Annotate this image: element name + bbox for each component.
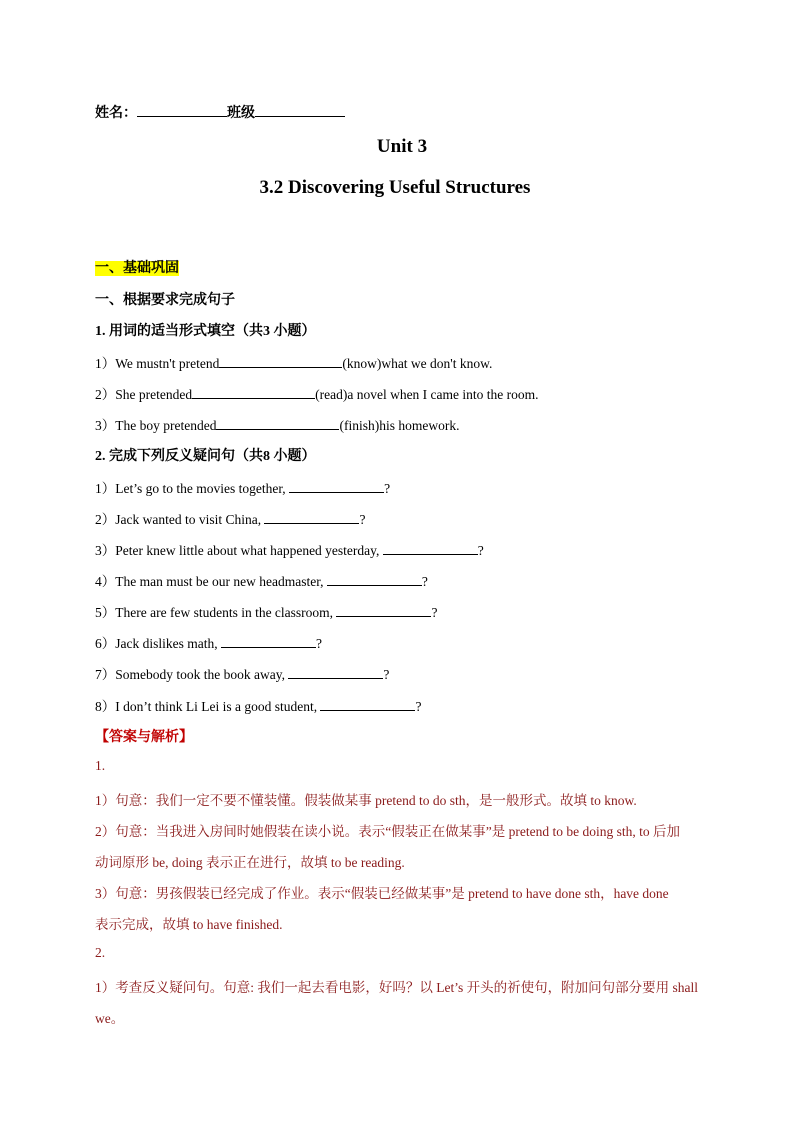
section-highlight: 一、基础巩固 bbox=[95, 261, 179, 276]
unit-title: Unit 3 bbox=[376, 136, 428, 157]
answer-blank[interactable] bbox=[383, 541, 478, 555]
part2-question: 5）There are few students in the classroom, ? bbox=[95, 605, 438, 620]
answer-blank[interactable] bbox=[221, 634, 316, 648]
answer-line: 3）句意：男孩假装已经完成了作业。表示“假装已经做某事”是 pretend to have done sth，have done bbox=[95, 886, 669, 901]
answer-line: 动词原形 be, doing 表示正在进行，故填 to be reading. bbox=[95, 855, 405, 870]
class-label: 班级 bbox=[227, 106, 255, 121]
part2-question: 2）Jack wanted to visit China, ? bbox=[95, 512, 366, 527]
part1-question: 2）She pretended (read)a novel when I came into the room. bbox=[95, 387, 539, 402]
answer-part1-number: 1. bbox=[95, 758, 106, 773]
part2-question: 1）Let’s go to the movies together, ? bbox=[95, 481, 391, 496]
answer-blank[interactable] bbox=[289, 479, 384, 493]
name-blank[interactable] bbox=[137, 103, 227, 117]
lesson-title: 3.2 Discovering Useful Structures bbox=[259, 177, 531, 198]
answer-blank[interactable] bbox=[327, 572, 422, 586]
name-label: 姓名： bbox=[95, 106, 137, 121]
class-blank[interactable] bbox=[255, 103, 345, 117]
part1-heading: 1. 用词的适当形式填空（共3 小题） bbox=[95, 324, 316, 339]
part2-heading: 2. 完成下列反义疑问句（共8 小题） bbox=[95, 449, 316, 464]
part2-question: 3）Peter knew little about what happened yesterday, ? bbox=[95, 543, 484, 558]
part2-question: 8）I don’t think Li Lei is a good student, ? bbox=[95, 699, 422, 714]
answer-line: we。 bbox=[95, 1011, 125, 1026]
answer-blank[interactable] bbox=[264, 510, 359, 524]
part1-question: 3）The boy pretended (finish)his homework. bbox=[95, 418, 460, 433]
part1-question: 1）We mustn't pretend (know)what we don't know. bbox=[95, 356, 493, 371]
answer-line: 1）句意：我们一定不要不懂装懂。假装做某事 pretend to do sth，是一般形式。故填 to know. bbox=[95, 793, 637, 808]
part2-question: 4）The man must be our new headmaster, ? bbox=[95, 574, 428, 589]
answer-line: 2）句意：当我进入房间时她假装在读小说。表示“假装正在做某事”是 pretend to be doing sth, to 后加 bbox=[95, 824, 680, 839]
answer-blank[interactable] bbox=[192, 385, 315, 399]
part2-question: 7）Somebody took the book away, ? bbox=[95, 667, 390, 682]
answer-line: 表示完成，故填 to have finished. bbox=[95, 917, 283, 932]
section-heading: 一、根据要求完成句子 bbox=[95, 293, 235, 308]
answer-blank[interactable] bbox=[216, 416, 339, 430]
answer-blank[interactable] bbox=[320, 697, 415, 711]
name-class-line bbox=[95, 102, 345, 122]
answer-blank[interactable] bbox=[219, 354, 342, 368]
part2-question: 6）Jack dislikes math, ? bbox=[95, 636, 322, 651]
answer-blank[interactable] bbox=[336, 603, 431, 617]
answer-line: 1）考查反义疑问句。句意: 我们一起去看电影，好吗？以 Let’s 开头的祈使句，附加问句部分要用 shall bbox=[95, 980, 698, 995]
answer-part2-number: 2. bbox=[95, 945, 106, 960]
answer-blank[interactable] bbox=[288, 665, 383, 679]
answer-heading: 【答案与解析】 bbox=[95, 730, 193, 745]
